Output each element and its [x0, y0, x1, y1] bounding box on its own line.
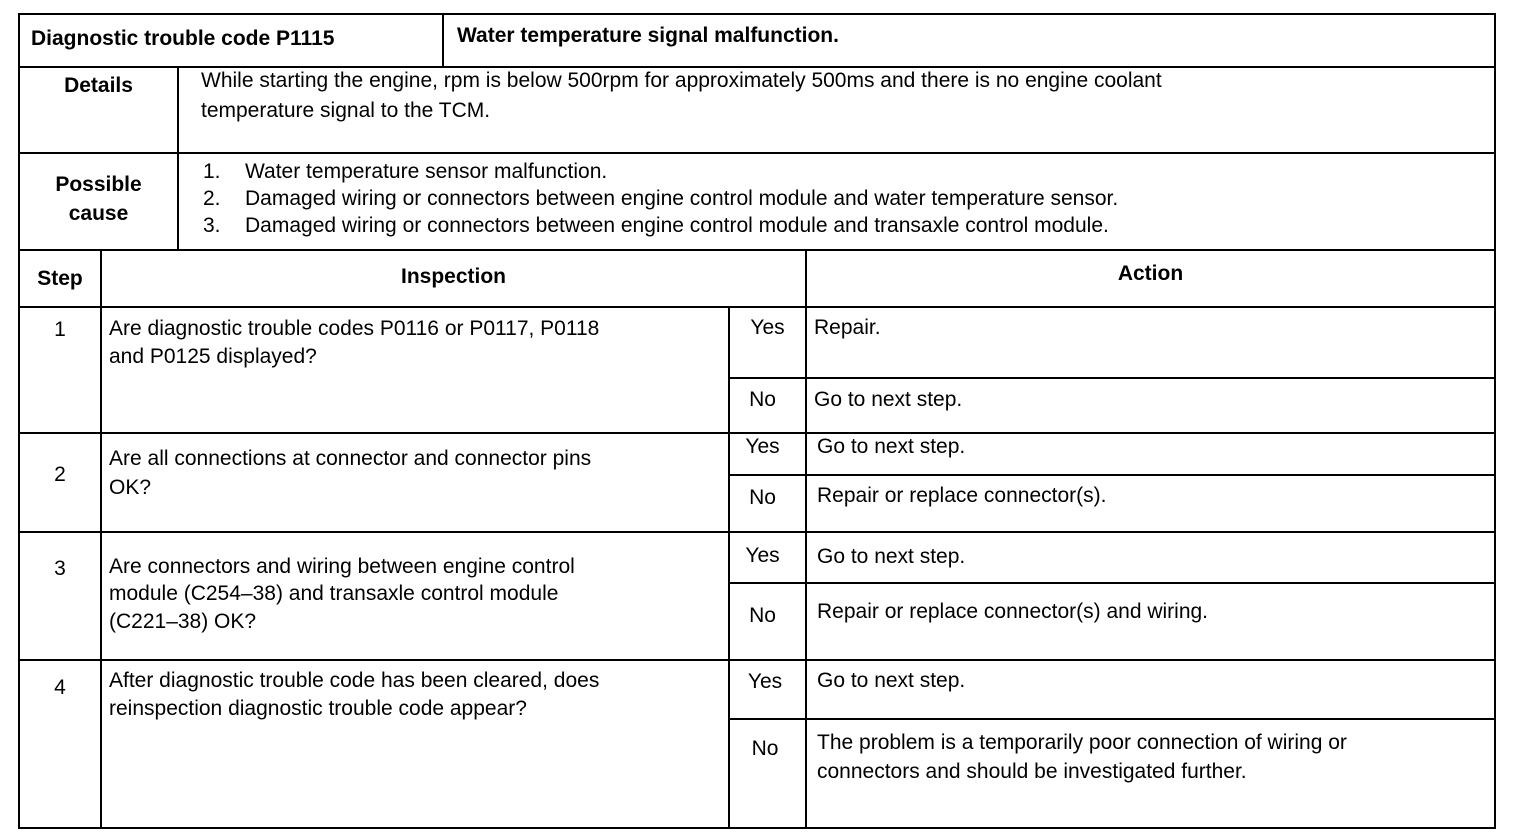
- no-label: No: [749, 388, 776, 411]
- inspection-text: Are all connections at connector and connector pins: [109, 447, 592, 470]
- no-action: connectors and should be investigated further.: [817, 760, 1247, 783]
- yes-label: Yes: [745, 544, 780, 567]
- code-description: Water temperature signal malfunction.: [457, 24, 839, 47]
- yes-action: Go to next step.: [817, 435, 966, 458]
- yes-label: Yes: [747, 670, 783, 693]
- yes-action: Go to next step.: [817, 669, 966, 692]
- no-label: No: [749, 604, 776, 627]
- cause-num-1: 1.: [203, 160, 221, 183]
- inspection-text: OK?: [109, 476, 152, 499]
- details-line-2: temperature signal to the TCM.: [201, 99, 491, 122]
- inspection-text: Are diagnostic trouble codes P0116 or P0117, P0118: [109, 317, 600, 340]
- inspection-text: (C221–38) OK?: [109, 610, 257, 633]
- yes-action: Repair.: [814, 316, 881, 339]
- inspection-text: reinspection diagnostic trouble code appear?: [109, 697, 527, 720]
- no-action: Repair or replace connector(s).: [817, 484, 1107, 507]
- no-action: The problem is a temporarily poor connection of wiring or: [817, 731, 1347, 754]
- yes-label: Yes: [745, 435, 780, 458]
- step-number: 3: [54, 557, 66, 580]
- cause-text-1: Water temperature sensor malfunction.: [245, 160, 608, 183]
- details-line-1: While starting the engine, rpm is below 500rpm for approximately 500ms and there is no engine coolant: [201, 69, 1162, 92]
- inspection-text: module (C254–38) and transaxle control module: [109, 582, 559, 605]
- column-header-step: Step: [37, 267, 83, 290]
- no-label: No: [749, 486, 776, 509]
- cause-num-2: 2.: [203, 187, 221, 210]
- step-number: 2: [54, 463, 66, 486]
- step-number: 1: [54, 318, 66, 341]
- code-label: Diagnostic trouble code P1115: [31, 27, 335, 50]
- possible-cause-label-1: Possible: [55, 173, 142, 196]
- possible-cause-label-2: cause: [68, 202, 129, 225]
- no-action: Go to next step.: [814, 388, 963, 411]
- no-label: No: [751, 737, 779, 760]
- column-header-action: Action: [1117, 262, 1184, 285]
- no-action: Repair or replace connector(s) and wiring.: [817, 600, 1209, 623]
- step-number: 4: [54, 676, 66, 699]
- cause-text-3: Damaged wiring or connectors between engine control module and transaxle control module.: [245, 214, 1109, 237]
- details-label: Details: [64, 74, 133, 97]
- inspection-text: Are connectors and wiring between engine control: [109, 555, 575, 578]
- inspection-text: After diagnostic trouble code has been cleared, does: [109, 669, 600, 692]
- cause-text-2: Damaged wiring or connectors between engine control module and water temperature sensor.: [245, 187, 1119, 210]
- column-header-inspection: Inspection: [400, 265, 506, 288]
- inspection-text: and P0125 displayed?: [109, 345, 317, 368]
- yes-action: Go to next step.: [817, 545, 966, 568]
- yes-label: Yes: [750, 316, 785, 339]
- cause-num-3: 3.: [203, 214, 221, 237]
